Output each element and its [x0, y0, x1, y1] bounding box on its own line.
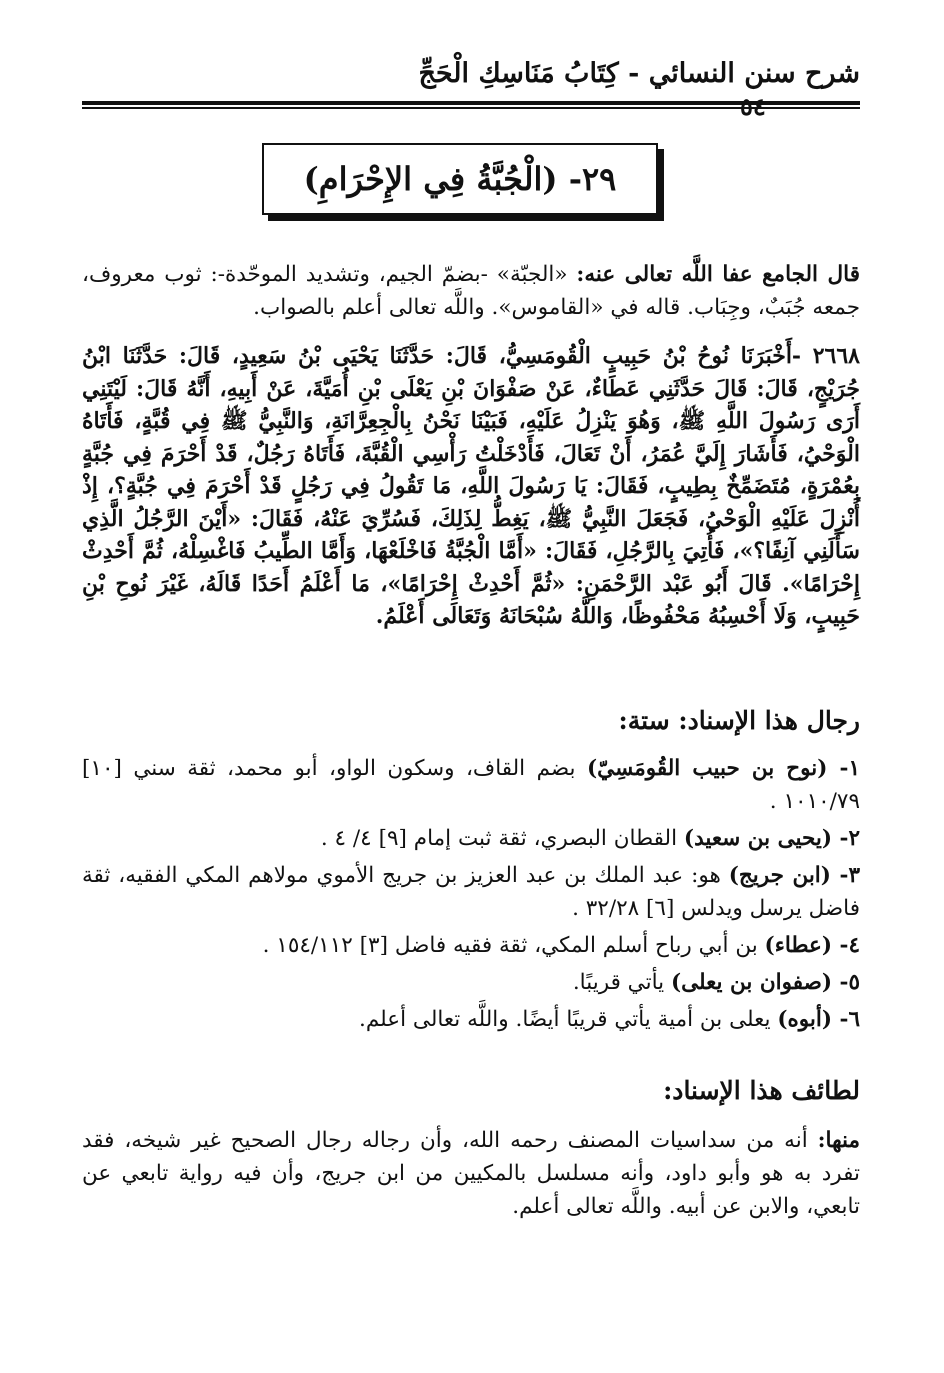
intro-lead: قال الجامع عفا اللَّه تعالى عنه:: [576, 262, 861, 287]
hadith-text: ٢٦٦٨ -أَخْبَرَنَا نُوحُ بْنُ حَبِيبٍ الْقُومَسِيُّ، قَالَ: حَدَّثَنَا يَحْيَى بْنُ سَعِيدٍ، قَالَ: حَدَّثَنَا ابْنُ جُرَيْجٍ، قَالَ: قَالَ حَدَّثَنِي عَطَاءٌ، عَنْ صَفْوَانَ بْنِ يَعْلَى بْنِ أُمَيَّةَ، عَنْ أَبِيهِ، أَنَّهُ قَالَ: لَيْتَنِي أَرَى رَسُولَ اللَّهِ ﷺ، وَهُوَ يَنْزِلُ عَلَيْهِ، فَبَيْنَا نَحْنُ بِالْجِعِرَّانَةِ، وَالنَّبِيُّ ﷺ فِي قُبَّةٍ، فَأَتَاهُ الْوَحْيُ، فَأَشَارَ إِلَيَّ عُمَرُ، أَنْ تَعَالَ، فَأَدْخَلْتُ رَأْسِي الْقُبَّةَ، فَأَتَاهُ رَجُلٌ، قَدْ أَحْرَمَ فِي جُبَّةٍ بِعُمْرَةٍ، مُتَضَمِّخٌ بِطِيبٍ، فَقَالَ: يَا رَسُولَ اللَّهِ، مَا تَقُولُ فِي رَجُلٍ قَدْ أَحْرَمَ فِي جُبَّةٍ؟، إِذْ أُنْزِلَ عَلَيْهِ الْوَحْيُ، فَجَعَلَ النَّبِيُّ ﷺ، يَغِطُّ لِذَلِكَ، فَسُرِّيَ عَنْهُ، فَقَالَ: «أَيْنَ الرَّجُلُ الَّذِي سَأَلَنِي آنِفًا؟»، فَأُتِيَ بِالرَّجُلِ، فَقَالَ: «أَمَّا الْجُبَّةُ فَاخْلَعْهَا، وَأَمَّا الطِّيبُ فَاغْسِلْهُ، ثُمَّ أَحْدِثْ إِحْرَامًا». قَالَ أَبُو عَبْد الرَّحْمَنِ: «ثُمَّ أَحْدِثْ إِحْرَامًا»، مَا أَعْلَمُ أَحَدًا قَالَهُ، غَيْرَ نُوحِ بْنِ حَبِيبٍ، وَلَا أَحْسِبُهُ مَحْفُوظًا، وَاللَّهُ سُبْحَانَهُ وَتَعَالَى أَعْلَمُ.: [82, 343, 860, 629]
chapter-title-box: [262, 143, 658, 215]
narrator-item: ٢- (يحيى بن سعيد) القطان البصري، ثقة ثبت إمام [٩] ٤/ ٤ .: [320, 826, 860, 851]
chapter-title: ٢٩- (الْجُبَّةُ فِي الإِحْرَامِ): [303, 160, 617, 198]
narrator-item: ٤- (عطاء) بن أبي رباح أسلم المكي، ثقة فقيه فاضل [٣] ١٥٤/١١٢ .: [262, 933, 860, 958]
narrators-list: [82, 752, 860, 1036]
narrator-item: ٦- (أبوه) يعلى بن أمية يأتي قريبًا أيضًا. واللَّه تعالى أعلم.: [359, 1007, 860, 1032]
intro-paragraph: [82, 258, 860, 324]
narrators-heading: رجال هذا الإسناد: ستة:: [618, 706, 860, 735]
subtleties-body: أنه من سداسيات المصنف رحمه الله، وأن رجاله رجال الصحيح غير شيخه، فقد تفرد به هو وأبو داود، وأنه مسلسل بالمكيين من ابن جريج، وأن فيه رواية تابعي عن تابعي، والابن عن أبيه. واللَّه تعالى أعلم.: [82, 1128, 860, 1219]
intro-body: «الجبّة» -بضمّ الجيم، وتشديد الموحّدة-: ثوب معروف، جمعه جُبَبٌ، وجِبَاب. قاله في «القاموس». واللَّه تعالى أعلم بالصواب.: [82, 262, 860, 320]
narrator-item: ٥- (صفوان بن يعلى) يأتي قريبًا.: [572, 970, 860, 995]
running-header-title: شرح سنن النسائي - كِتَابُ مَنَاسِكِ الْحَجِّ: [418, 58, 860, 89]
subtleties-paragraph: [82, 1124, 860, 1223]
narrator-item: ١- (نوح بن حبيب القُومَسِيّ) بضم القاف، وسكون الواو، أبو محمد، ثقة سني [١٠] ١٠١٠/٧٩ .: [82, 756, 860, 814]
subtleties-heading: لطائف هذا الإسناد:: [663, 1076, 860, 1105]
subtleties-lead: منها:: [817, 1128, 860, 1153]
page-number: ٥٤: [740, 92, 766, 121]
narrator-item: ٣- (ابن جريج) هو: عبد الملك بن عبد العزيز بن جريج الأموي مولاهم المكي الفقيه، ثقة فاضل يرسل ويدلس [٦] ٣٢/٢٨ .: [82, 863, 860, 921]
